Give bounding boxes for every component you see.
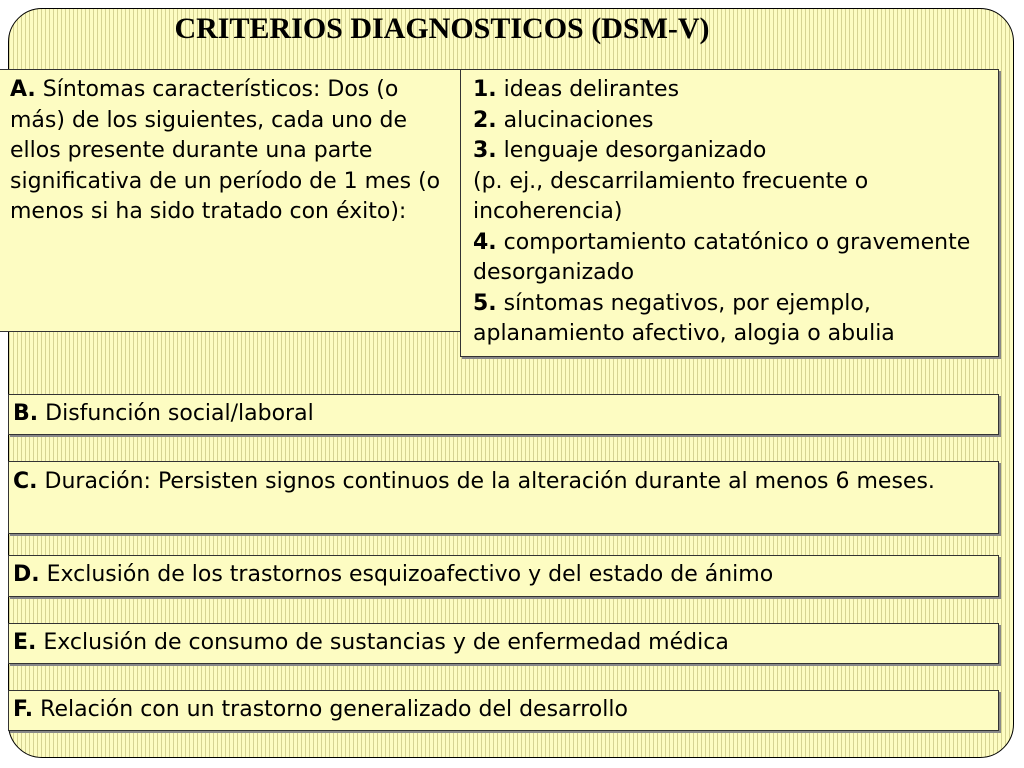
symptom-number: 1. — [473, 77, 497, 102]
symptom-text: comportamiento catatónico o gravemente desorganizado — [473, 229, 971, 285]
symptom-text: síntomas negativos, por ejemplo, aplanamiento afectivo, alogia o abulia — [473, 290, 895, 346]
symptom-text: ideas delirantes — [503, 77, 680, 102]
symptom-text: lenguaje desorganizado — [503, 138, 767, 163]
page-title: CRITERIOS DIAGNOSTICOS (DSM-V) — [174, 12, 710, 45]
criterion-text: Relación con un trastorno generalizado del desarrollo — [40, 697, 628, 722]
criterion-a-text: Síntomas característicos: Dos (o más) de los siguientes, cada uno de ellos presente durante una parte significativa de un período de 1 mes (o menos si ha sido tratado con éxito): — [10, 77, 441, 224]
criterion-d-box — [8, 555, 999, 597]
criterion-letter: F. — [13, 697, 34, 722]
criterion-text: Exclusión de los trastornos esquizoafectivo y del estado de ánimo — [46, 562, 774, 587]
criterion-b-box — [8, 394, 999, 435]
criterion-c-box — [8, 461, 999, 534]
symptom-number: 3. — [473, 138, 497, 163]
symptom-item — [473, 228, 990, 289]
symptom-item — [473, 136, 990, 167]
criterion-letter: C. — [13, 469, 38, 494]
criterion-letter: D. — [13, 562, 40, 587]
symptom-number: 2. — [473, 107, 497, 133]
criterion-letter: B. — [13, 401, 39, 426]
symptom-number: 5. — [473, 290, 497, 316]
criterion-text: Exclusión de consumo de sustancias y de enfermedad médica — [43, 630, 729, 655]
criterion-f-box — [8, 690, 999, 731]
criterion-text: Disfunción social/laboral — [45, 401, 314, 426]
criterion-letter: E. — [13, 630, 37, 655]
criterion-e-box — [8, 623, 999, 664]
criterion-text: Duración: Persisten signos continuos de la alteración durante al menos 6 meses. — [44, 469, 935, 494]
symptom-list-box — [460, 69, 999, 357]
symptom-item — [473, 106, 990, 137]
symptom-text: alucinaciones — [503, 107, 654, 133]
symptom-number: 4. — [473, 229, 497, 255]
symptom-item — [473, 75, 990, 106]
symptom-item — [473, 289, 990, 350]
criterion-a-letter: A. — [10, 77, 36, 102]
criterion-a-box — [0, 69, 466, 332]
symptom-note: (p. ej., descarrilamiento frecuente o incoherencia) — [473, 168, 869, 224]
